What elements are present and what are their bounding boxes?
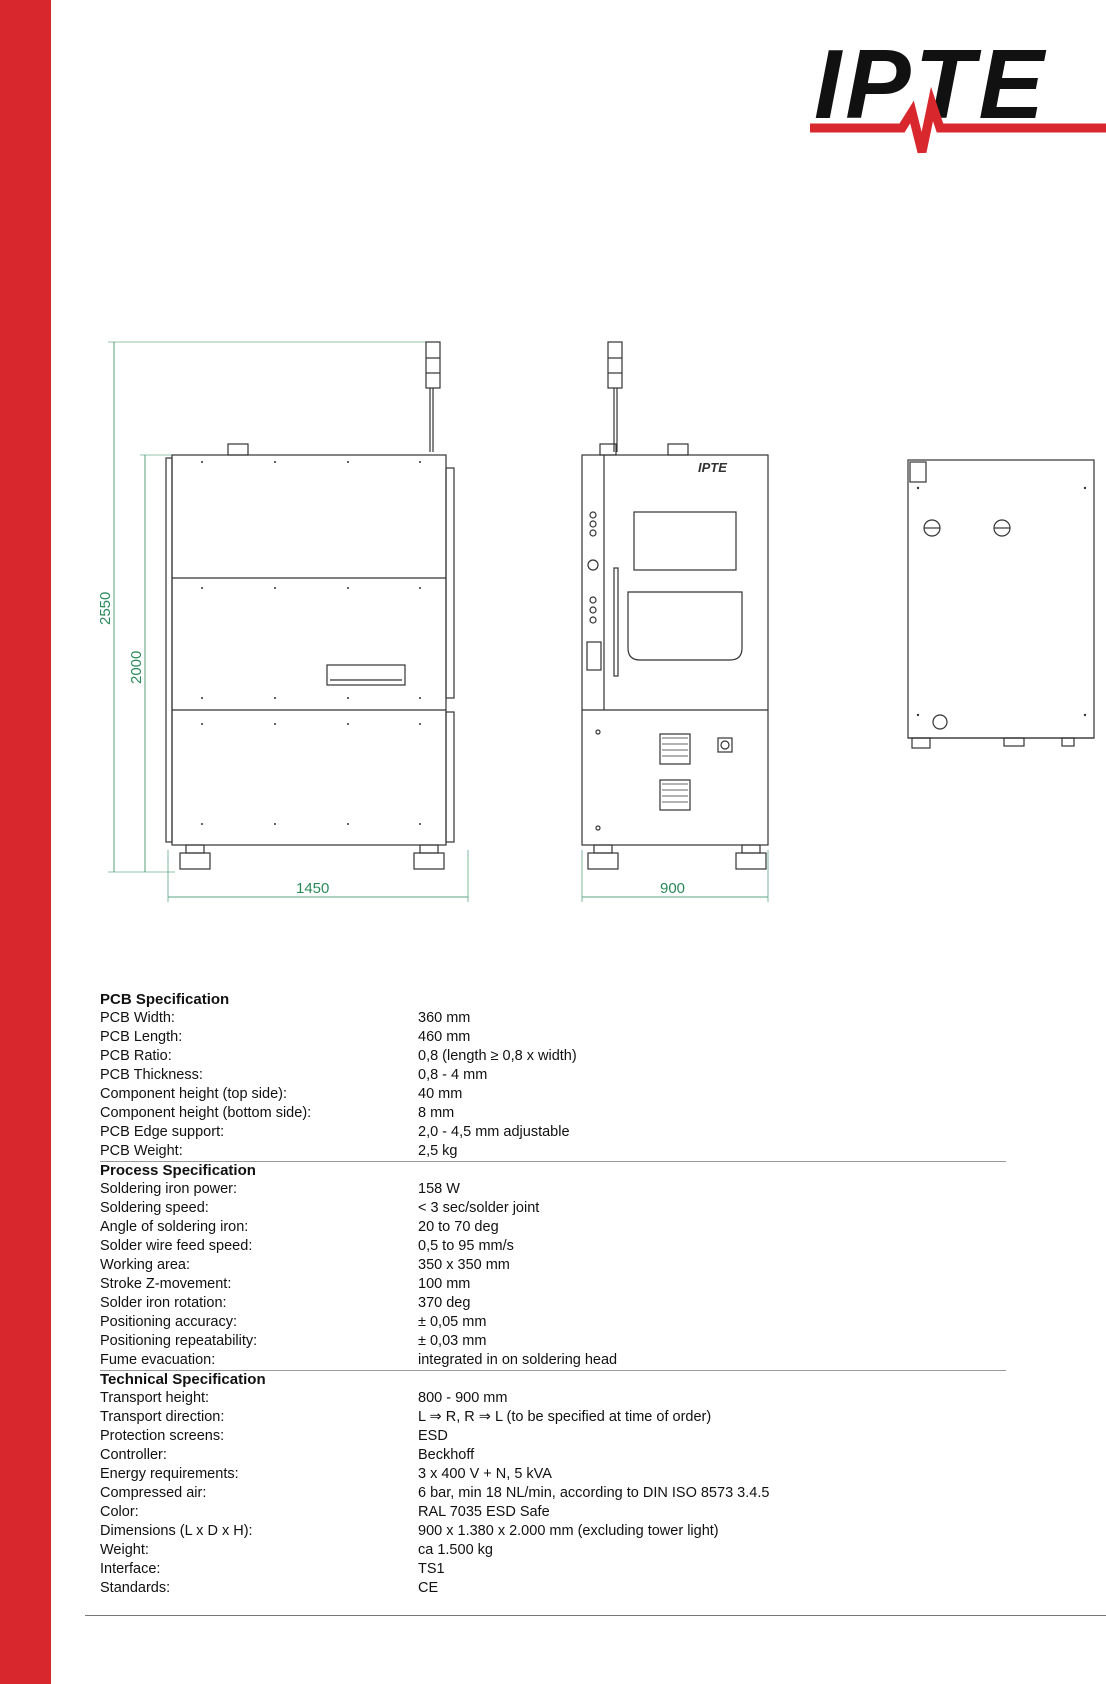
spec-label: Controller:: [100, 1447, 167, 1463]
spec-row: [100, 1237, 1100, 1256]
side-view: [108, 342, 468, 902]
dim-width-front: 900: [660, 880, 686, 897]
section-divider: [100, 1161, 1006, 1162]
specification-table: [100, 990, 1100, 1598]
spec-label: Solder iron rotation:: [100, 1295, 227, 1311]
spec-row: [100, 1541, 1100, 1560]
spec-row: [100, 1503, 1100, 1522]
top-view: [908, 460, 1094, 748]
spec-row: [100, 1351, 1100, 1370]
spec-row: [100, 1199, 1100, 1218]
spec-value: 800 - 900 mm: [418, 1390, 508, 1406]
spec-row: [100, 1218, 1100, 1237]
spec-label: Positioning accuracy:: [100, 1314, 238, 1330]
spec-value: 8 mm: [418, 1105, 455, 1121]
spec-value: TS1: [418, 1561, 445, 1577]
spec-row: [100, 1028, 1100, 1047]
spec-value: 20 to 70 deg: [418, 1219, 499, 1235]
spec-label: Protection screens:: [100, 1428, 225, 1444]
spec-row: [100, 1047, 1100, 1066]
spec-label: Transport height:: [100, 1390, 210, 1406]
spec-label: Standards:: [100, 1580, 171, 1596]
section-process: [100, 1161, 1100, 1370]
spec-row: [100, 1389, 1100, 1408]
front-view: [582, 342, 768, 902]
spec-row: [100, 1465, 1100, 1484]
spec-label: Transport direction:: [100, 1409, 225, 1425]
spec-label: Solder wire feed speed:: [100, 1238, 253, 1254]
spec-value: 350 x 350 mm: [418, 1257, 510, 1273]
spec-value: CE: [418, 1580, 439, 1596]
spec-value: ESD: [418, 1428, 448, 1444]
spec-value: 0,8 (length ≥ 0,8 x width): [418, 1048, 577, 1064]
spec-value: 0,8 - 4 mm: [418, 1067, 488, 1083]
spec-value: L ⇒ R, R ⇒ L (to be specified at time of order): [418, 1409, 712, 1425]
spec-row: [100, 1408, 1100, 1427]
footer-rule: [85, 1615, 1106, 1616]
spec-value: ± 0,05 mm: [418, 1314, 487, 1330]
spec-row: [100, 1522, 1100, 1541]
front-panel-logo: IPTE: [698, 460, 727, 475]
spec-row: [100, 1427, 1100, 1446]
section-divider: [100, 1370, 1006, 1371]
spec-label: Working area:: [100, 1257, 190, 1273]
spec-value: integrated in on soldering head: [418, 1352, 618, 1368]
spec-value: ca 1.500 kg: [418, 1542, 493, 1558]
spec-row: [100, 1085, 1100, 1104]
spec-label: Angle of soldering iron:: [100, 1219, 249, 1235]
spec-row: [100, 1104, 1100, 1123]
spec-label: Soldering iron power:: [100, 1181, 238, 1197]
spec-label: Positioning repeatability:: [100, 1333, 258, 1349]
spec-row: [100, 1313, 1100, 1332]
spec-value: 0,5 to 95 mm/s: [418, 1238, 514, 1254]
spec-value: 3 x 400 V + N, 5 kVA: [418, 1466, 552, 1482]
section-technical: [100, 1370, 1100, 1598]
spec-value: Beckhoff: [418, 1447, 475, 1463]
spec-label: Weight:: [100, 1542, 149, 1558]
spec-label: PCB Length:: [100, 1029, 183, 1045]
spec-row: [100, 1180, 1100, 1199]
spec-row: [100, 1066, 1100, 1085]
spec-value: 2,5 kg: [418, 1143, 458, 1159]
section-title: Process Specification: [100, 1162, 256, 1179]
spec-label: Interface:: [100, 1561, 161, 1577]
dim-height-body: 2000: [128, 650, 145, 684]
spec-label: PCB Width:: [100, 1010, 175, 1026]
dim-width-side: 1450: [296, 880, 330, 897]
section-title: Technical Specification: [100, 1371, 266, 1388]
spec-value: ± 0,03 mm: [418, 1333, 487, 1349]
spec-row: [100, 1560, 1100, 1579]
spec-row: [100, 1123, 1100, 1142]
spec-row: [100, 1484, 1100, 1503]
spec-label: Fume evacuation:: [100, 1352, 216, 1368]
spec-label: Soldering speed:: [100, 1200, 209, 1216]
spec-label: PCB Thickness:: [100, 1067, 203, 1083]
svg-text:IPTE: IPTE: [814, 34, 1048, 139]
spec-label: Compressed air:: [100, 1485, 207, 1501]
spec-value: 100 mm: [418, 1276, 471, 1292]
spec-label: PCB Ratio:: [100, 1048, 172, 1064]
spec-value: 40 mm: [418, 1086, 463, 1102]
spec-row: [100, 1142, 1100, 1161]
spec-label: Stroke Z-movement:: [100, 1276, 232, 1292]
spec-row: [100, 1275, 1100, 1294]
spec-label: Energy requirements:: [100, 1466, 239, 1482]
dim-height-total: 2550: [97, 591, 114, 625]
spec-value: 2,0 - 4,5 mm adjustable: [418, 1124, 570, 1140]
spec-row: [100, 1009, 1100, 1028]
spec-label: Component height (top side):: [100, 1086, 287, 1102]
spec-label: Component height (bottom side):: [100, 1105, 312, 1121]
spec-row: [100, 1332, 1100, 1351]
spec-label: Color:: [100, 1504, 139, 1520]
spec-value: 6 bar, min 18 NL/min, according to DIN ISO 8573 3.4.5: [418, 1485, 770, 1501]
section-pcb: [100, 990, 1100, 1161]
spec-row: [100, 1579, 1100, 1598]
section-title: PCB Specification: [100, 991, 230, 1008]
spec-value: 370 deg: [418, 1295, 471, 1311]
spec-label: PCB Edge support:: [100, 1124, 225, 1140]
spec-value: RAL 7035 ESD Safe: [418, 1504, 550, 1520]
spec-value: < 3 sec/solder joint: [418, 1200, 540, 1216]
spec-value: 158 W: [418, 1181, 460, 1197]
spec-value: 360 mm: [418, 1010, 471, 1026]
spec-row: [100, 1446, 1100, 1465]
spec-row: [100, 1294, 1100, 1313]
spec-label: Dimensions (L x D x H):: [100, 1523, 253, 1539]
spec-value: 460 mm: [418, 1029, 471, 1045]
spec-value: 900 x 1.380 x 2.000 mm (excluding tower light): [418, 1523, 719, 1539]
spec-label: PCB Weight:: [100, 1143, 183, 1159]
spec-row: [100, 1256, 1100, 1275]
